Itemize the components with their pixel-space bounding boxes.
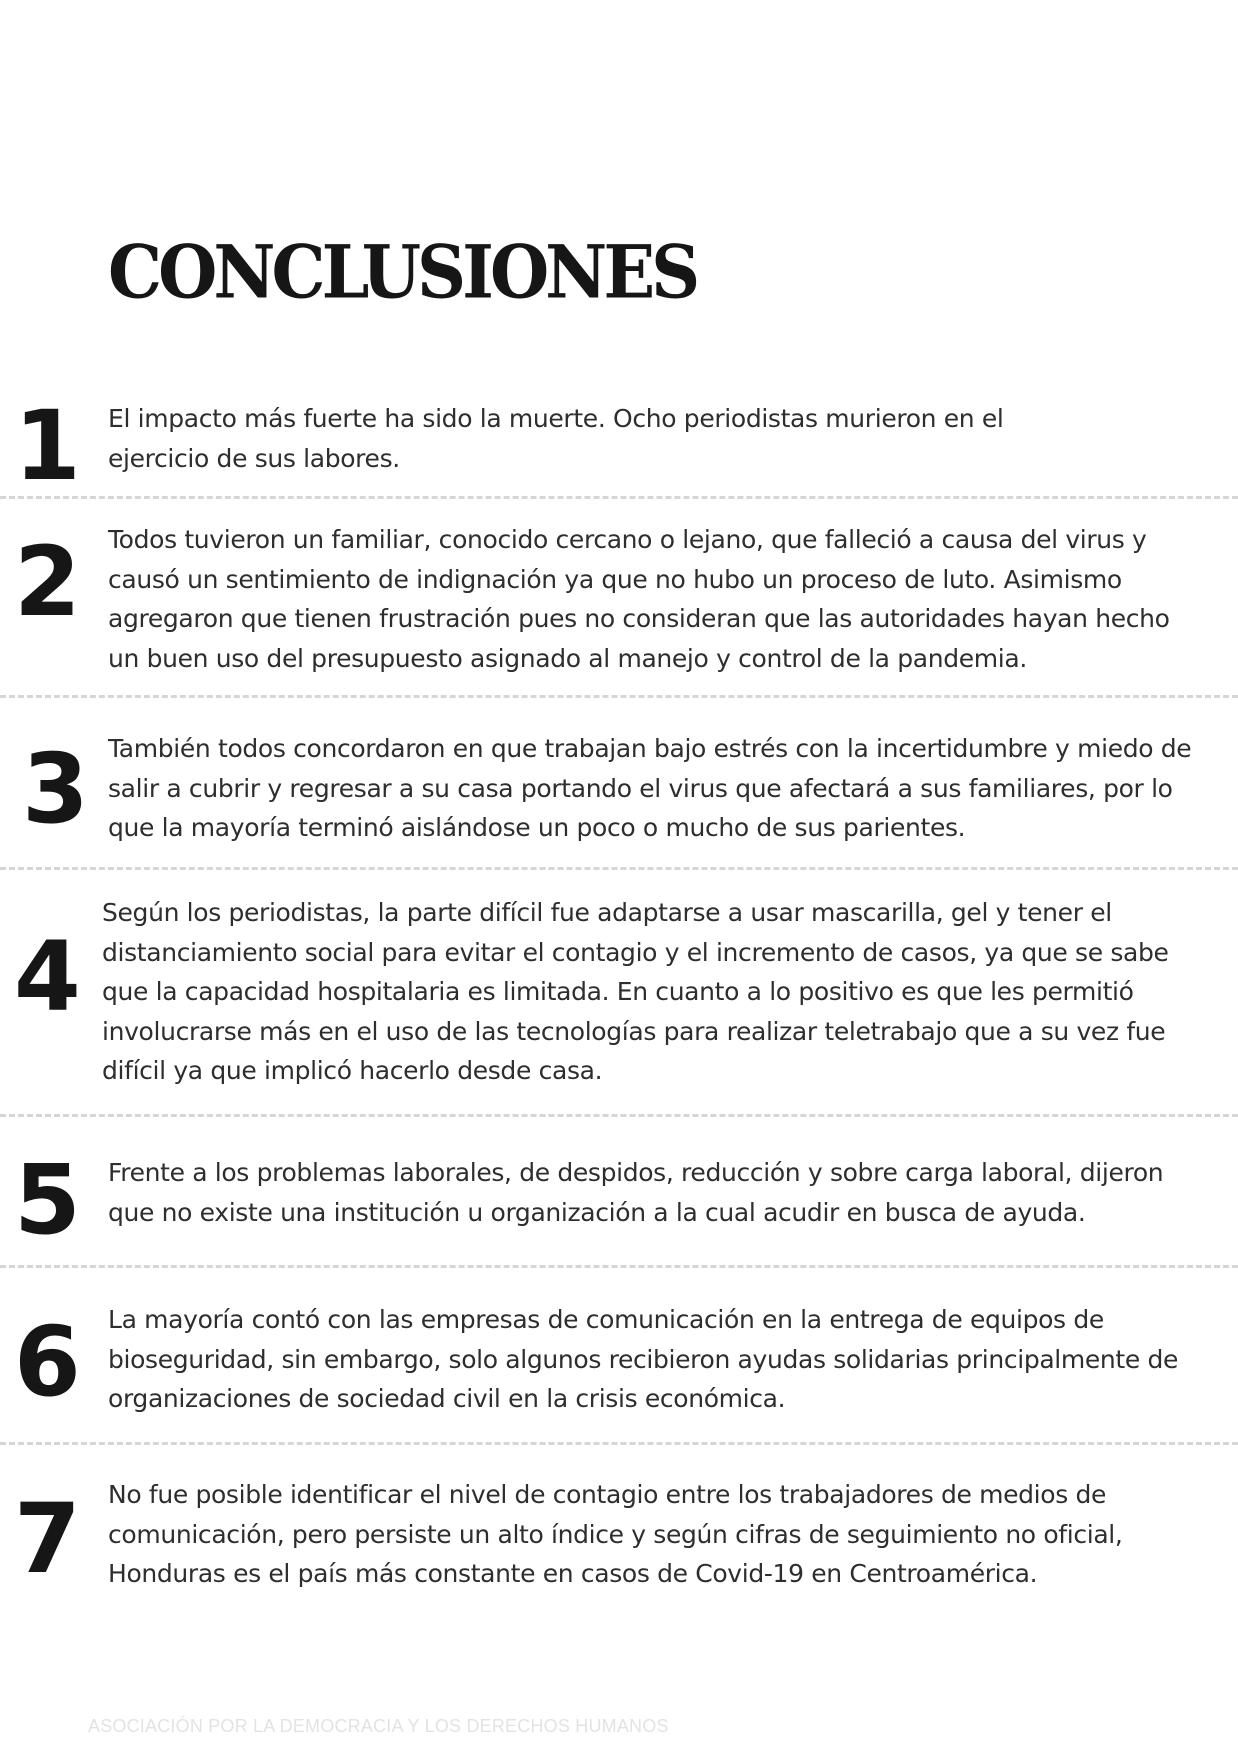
conclusion-text: Todos tuvieron un familiar, conocido cercano o lejano, que falleció a causa del virus y causó un sentimiento de indignación ya que no hubo un proceso de luto. Asimismo agregaron que tienen frustración pues no consideran que las autoridades hayan hecho un buen uso del presupuesto asignado al manejo y control de la pandemia. [108, 525, 1170, 673]
divider [0, 867, 1238, 870]
conclusion-text: Frente a los problemas laborales, de despidos, reducción y sobre carga laboral, dijeron que no existe una institución u organización a la cual acudir en busca de ayuda. [108, 1158, 1164, 1227]
divider [0, 496, 1238, 499]
page-title: CONCLUSIONES [108, 229, 697, 316]
conclusion-text: Según los periodistas, la parte difícil fue adaptarse a usar mascarilla, gel y tener el distanciamiento social para evitar el contagio y el incremento de casos, ya que se sabe que la capacidad hospitalaria es limitada. En cuanto a lo positivo es que les permitió involucrarse más en el uso de las tecnologías para realizar teletrabajo que a su vez fue difícil ya que implicó hacerlo desde casa. [102, 898, 1169, 1085]
divider [0, 1114, 1238, 1117]
divider [0, 1442, 1238, 1445]
divider [0, 1265, 1238, 1268]
conclusion-text: No fue posible identificar el nivel de contagio entre los trabajadores de medios de comunicación, pero persiste un alto índice y según cifras de seguimiento no oficial, Honduras es el país más constante en casos de Covid-19 en Centroamérica. [108, 1480, 1123, 1588]
conclusion-number: 3 [22, 733, 87, 845]
conclusion-number: 1 [14, 390, 79, 502]
conclusion-number: 7 [14, 1483, 79, 1595]
footer-organization: ASOCIACIÓN POR LA DEMOCRACIA Y LOS DERECHOS HUMANOS [88, 1716, 669, 1736]
conclusion-number: 5 [14, 1144, 79, 1256]
conclusion-text: La mayoría contó con las empresas de comunicación en la entrega de equipos de bioseguridad, sin embargo, solo algunos recibieron ayudas solidarias principalmente de organizaciones de sociedad civil en la crisis económica. [108, 1305, 1179, 1413]
conclusion-text: El impacto más fuerte ha sido la muerte. Ocho periodistas murieron en el ejercicio de sus labores. [108, 404, 1004, 473]
conclusion-text: También todos concordaron en que trabajan bajo estrés con la incertidumbre y miedo de salir a cubrir y regresar a su casa portando el virus que afectará a sus familiares, por lo que la mayoría terminó aislándose un poco o mucho de sus parientes. [108, 734, 1192, 842]
conclusion-number: 4 [14, 921, 79, 1033]
divider [0, 695, 1238, 698]
conclusion-number: 6 [14, 1306, 79, 1418]
conclusion-number: 2 [14, 526, 79, 638]
